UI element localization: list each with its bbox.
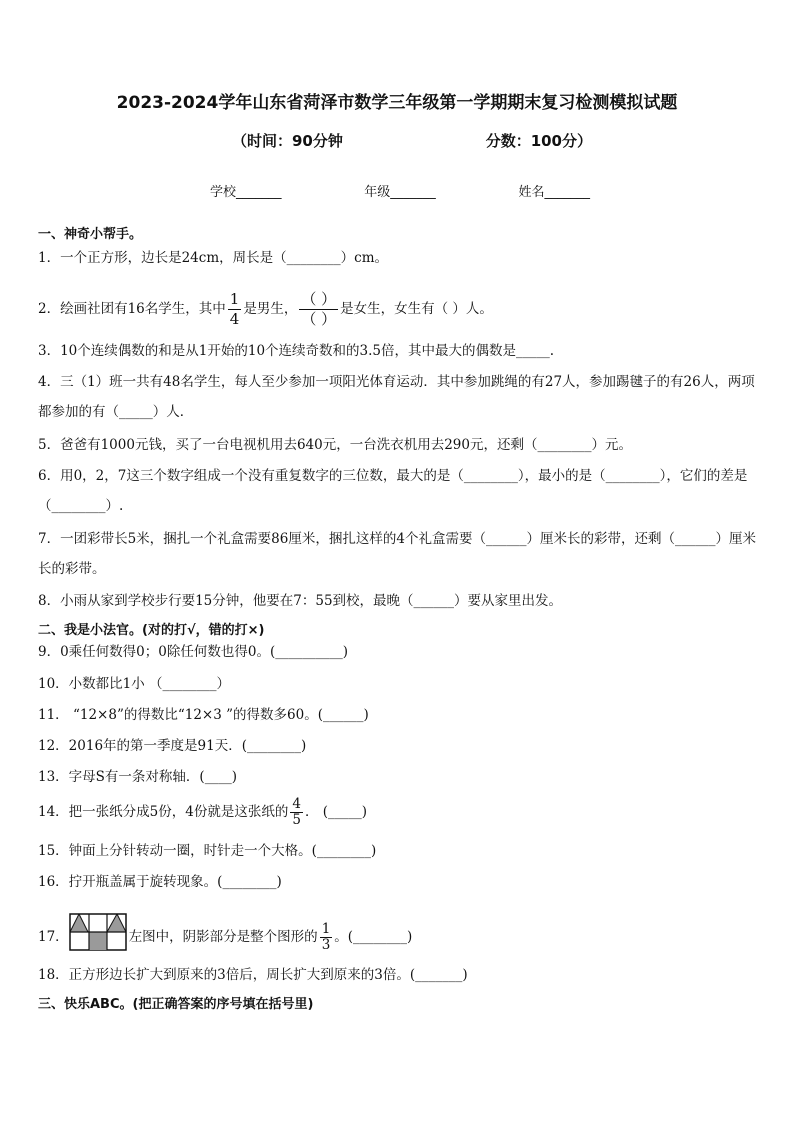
question-17 bbox=[38, 913, 758, 962]
student-info bbox=[210, 181, 590, 200]
question-1: 1．一个正方形，边长是24cm，周长是（________）cm。 bbox=[38, 250, 388, 266]
fraction-blank-numerator: （ ） bbox=[301, 290, 337, 308]
total-score: 分数：100分） bbox=[485, 132, 592, 150]
question-8: 8．小雨从家到学校步行要15分钟，他要在7：55到校，最晚（______）要从家里出发。 bbox=[38, 593, 563, 609]
question-11: 11． “12×8”的得数比“12×3 ”的得数多60。(______) bbox=[38, 707, 369, 723]
question-9: 9．0乘任何数得0；0除任何数也得0。(__________) bbox=[38, 644, 348, 660]
question-17-text-c: 。(________) bbox=[334, 929, 413, 945]
fraction-one-third bbox=[320, 922, 333, 953]
fraction-denominator: 5 bbox=[292, 812, 301, 828]
grade-field: 年级_______ bbox=[364, 185, 436, 200]
fraction-numerator: 4 bbox=[292, 796, 301, 812]
question-7: 7．一团彩带长5米，捆扎一个礼盒需要86厘米，捆扎这样的4个礼盒需要（______）厘米长的彩带，还剩（______）厘米长的彩带。 bbox=[38, 531, 756, 577]
question-14-text-b: ． (_____) bbox=[304, 804, 368, 820]
section-heading-3: 三、快乐ABC。(把正确答案的序号填在括号里) bbox=[38, 997, 314, 1012]
question-10: 10．小数都比1小 （________） bbox=[38, 676, 231, 692]
question-17-text-b: 左图中，阴影部分是整个图形的 bbox=[128, 929, 318, 945]
school-field: 学校_______ bbox=[210, 185, 282, 200]
fraction-blank-denominator: （ ） bbox=[301, 310, 337, 328]
question-2 bbox=[38, 290, 758, 329]
exam-title: 2023-2024学年山东省菏泽市数学三年级第一学期期末复习检测模拟试题 bbox=[116, 93, 678, 113]
question-14-text-a: 14．把一张纸分成5份，4份就是这张纸的 bbox=[38, 804, 289, 820]
fraction-numerator: 1 bbox=[321, 921, 331, 937]
question-16: 16．拧开瓶盖属于旋转现象。(________) bbox=[38, 874, 282, 890]
question-14 bbox=[38, 797, 758, 828]
question-2-text-b: 是男生， bbox=[243, 301, 298, 317]
question-13: 13．字母S有一条对称轴．(____) bbox=[38, 769, 237, 785]
question-17-number: 17． bbox=[38, 929, 69, 945]
question-15: 15．钟面上分针转动一圈，时针走一个大格。(________) bbox=[38, 843, 377, 859]
question-6: 6．用0，2，7这三个数字组成一个没有重复数字的三位数，最大的是（________），最小的是（________），它们的差是（________）. bbox=[38, 468, 748, 514]
fraction-one-quarter bbox=[228, 290, 242, 329]
question-2-text-c: 是女生，女生有（ ）人。 bbox=[340, 301, 493, 317]
section-heading-2: 二、我是小法官。(对的打√，错的打×) bbox=[38, 623, 265, 638]
fraction-four-fifths bbox=[290, 797, 303, 828]
question-3: 3．10个连续偶数的和是从1开始的10个连续奇数和的3.5倍，其中最大的偶数是_____. bbox=[38, 343, 555, 359]
fraction-blank bbox=[299, 290, 338, 329]
question-18: 18．正方形边长扩大到原来的3倍后，周长扩大到原来的3倍。(_______) bbox=[38, 967, 468, 983]
question-12: 12．2016年的第一季度是91天．(________) bbox=[38, 738, 307, 754]
question-4: 4．三（1）班一共有48名学生，每人至少参加一项阳光体育运动．其中参加跳绳的有27人，参加踢毽子的有26人，两项都参加的有（_____）人． bbox=[38, 374, 755, 420]
question-2-text-a: 2．绘画社团有16名学生，其中 bbox=[38, 301, 226, 317]
shaded-square-grid-figure-icon bbox=[69, 913, 127, 962]
name-field: 姓名_______ bbox=[518, 185, 590, 200]
section-heading-1: 一、神奇小帮手。 bbox=[38, 227, 143, 242]
fraction-denominator: 3 bbox=[321, 937, 331, 953]
fraction-denominator: 4 bbox=[229, 310, 240, 328]
time-limit: （时间：90分钟 bbox=[232, 132, 343, 150]
exam-subtitle bbox=[232, 130, 592, 151]
fraction-numerator: 1 bbox=[229, 290, 240, 308]
question-5: 5．爸爸有1000元钱，买了一台电视机用去640元，一台洗衣机用去290元，还剩（________）元。 bbox=[38, 437, 632, 453]
